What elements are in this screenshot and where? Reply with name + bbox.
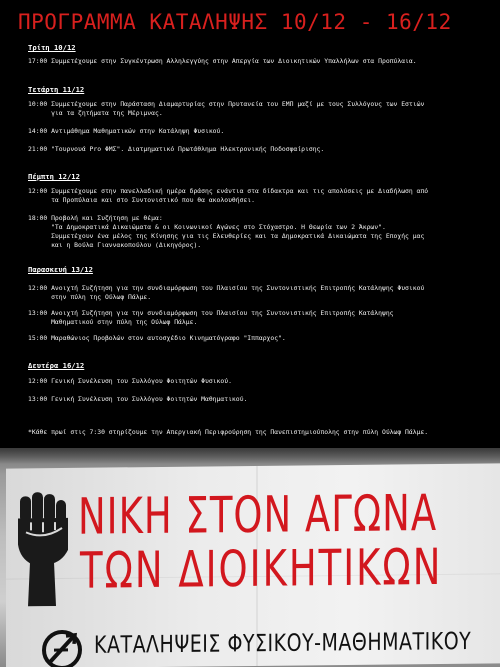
day-heading: Πέμπτη 12/12 (28, 172, 80, 181)
event-item: 12:00 Ανοιχτή Συζήτηση για την συνδιαμόρφωση του Πλαισίου της Συντονιστικής Επιτροπής Κατάληψης Φυσικού στην πύλη της Ούλωφ Πάλμε. (28, 284, 425, 301)
raised-fist-icon (10, 488, 76, 607)
event-item: 14:00 Αντιμάθημα Μαθηματικών στην Κατάληψη Φυσικού. (28, 127, 225, 135)
event-item: 17:00 Συμμετέχουμε στην Συγκέντρωση Αλληλεγγύης στην Απεργία των Διοικητικών Υπαλλήλων στα Προπύλαια. (28, 57, 417, 65)
footnote: *Κάθε πρωί στις 7:30 στηρίζουμε την Απεργιακή Περιφρούρηση της Πανεπιστημιούπολης στην πύλη Ούλωφ Πάλμε. (28, 428, 429, 436)
protest-banner (6, 463, 500, 667)
event-item: 13:00 Ανοιχτή Συζήτηση για την συνδιαμόρφωση του Πλαισίου της Συντονιστικής Επιτροπής Κατάληψης Μαθηματικού στην πύλη της Ούλωφ Πάλμε. (28, 309, 394, 326)
event-item: 13:00 Γενική Συνέλευση του Συλλόγου Φοιτητών Μαθηματικού. (28, 395, 248, 403)
banner-slogan-line-3: ΚΑΤΑΛΗΨΕΙΣ ΦΥΣΙΚΟΥ-ΜΑΘΗΜΑΤΙΚΟΥ (94, 627, 472, 660)
event-item: 10:00 Συμμετέχουμε στην Παράσταση Διαμαρτυρίας στην Πρυτανεία του ΕΜΠ μαζί με τους Συλλόγους των Εστιών για τα ζητήματα της Μέριμνας. (28, 100, 425, 117)
event-item: 21:00 "Τουρνουά Pro ΦΜΣ". Διατμηματικό Πρωτάθλημα Ηλεκτρονικής Ποδοσφαίρισης. (28, 145, 325, 153)
page-title: ΠΡΟΓΡΑΜΜΑ ΚΑΤΑΛΗΨΗΣ 10/12 - 16/12 (18, 10, 452, 34)
event-item: 12:00 Συμμετέχουμε στην πανελλαδική ημέρα δράσης ενάντια στα δίδακτρα και τις απολύσεις με Διαδήλωση από τα Προπύλαια και στο Συντονιστικό που θα ακολουθήσει. (28, 187, 429, 204)
banner-photo (0, 448, 500, 667)
anarchy-circle-symbol-icon (40, 628, 84, 667)
day-heading: Τετάρτη 11/12 (28, 85, 85, 94)
banner-slogan-line-1: ΝΙΚΗ ΣΤΟΝ ΑΓΩΝΑ (78, 484, 438, 546)
day-heading: Τρίτη 10/12 (28, 43, 76, 52)
day-heading: Δευτέρα 16/12 (28, 361, 85, 370)
day-heading: Παρασκευή 13/12 (28, 265, 93, 274)
event-item: 12:00 Γενική Συνέλευση του Συλλόγου Φοιτητών Φυσικού. (28, 377, 232, 385)
event-item: 18:00 Προβολή και Συζήτηση με θέμα: "Τα Δημοκρατικά Δικαιώματα & οι Κοινωνικοί Αγώνες στο Στόχαστρο. Η Θεωρία των 2 Άκρων". Συμμετέχουν ένα μέλος της Κίνησης για τις Ελευθερίες και τα Δημοκρατικά Δικαιώματα της Εποχής μας και η Βούλα Γιαννακοπούλου (Δικηγόρος). (28, 214, 425, 249)
event-item: 15:00 Μαραθώνιος Προβολών στον αυτοσχέδιο Κινηματόγραφο "Ιππαρχος". (28, 334, 286, 342)
banner-slogan-line-2: ΤΩΝ ΔΙΟΙΚΗΤΙΚΩΝ (80, 538, 443, 600)
